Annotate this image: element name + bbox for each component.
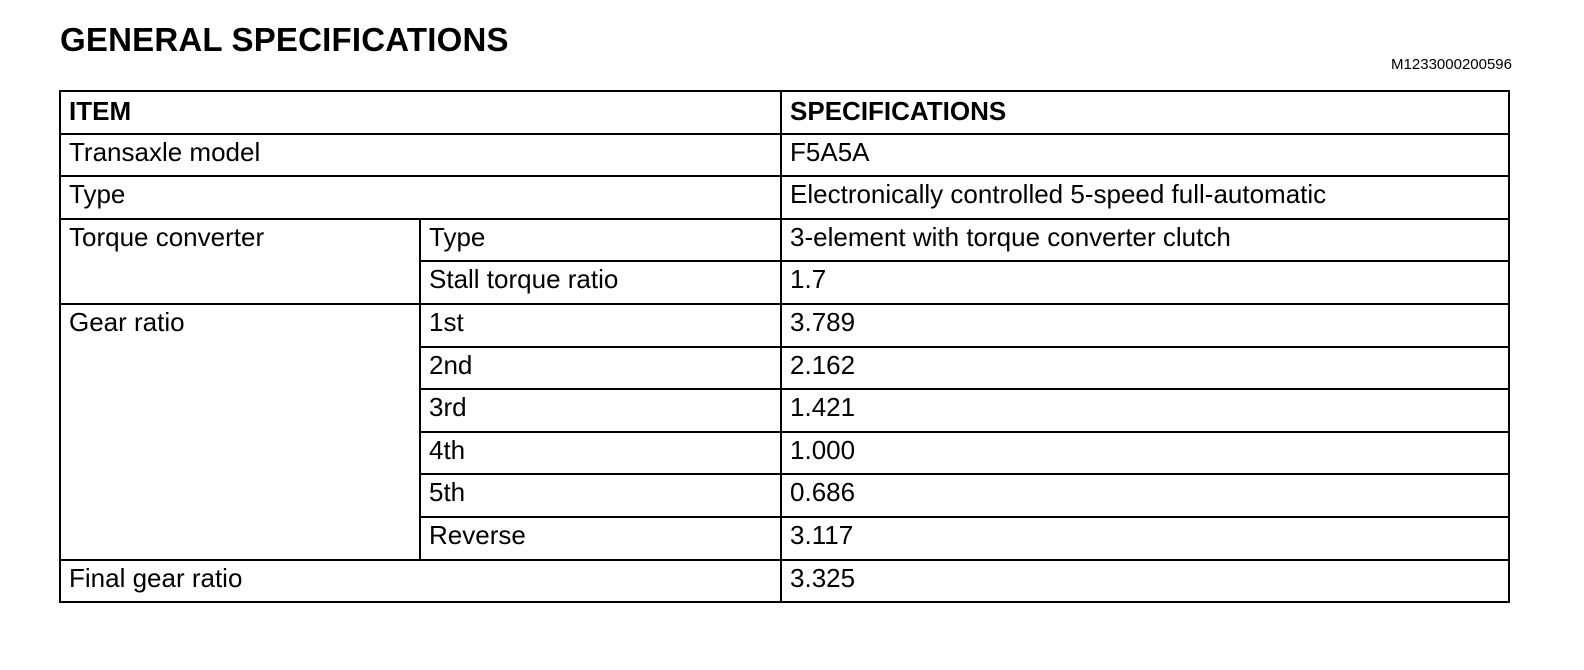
item-header: ITEM xyxy=(60,91,781,134)
table-row xyxy=(60,219,1509,262)
stall-torque-ratio-value: 1.7 xyxy=(781,261,1509,304)
gear-reverse-value: 3.117 xyxy=(781,517,1509,560)
page-title: GENERAL SPECIFICATIONS xyxy=(60,21,509,58)
gear-1st-label: 1st xyxy=(420,304,781,347)
gear-4th-value: 1.000 xyxy=(781,432,1509,475)
torque-converter-type-label: Type xyxy=(420,219,781,262)
final-gear-ratio-value: 3.325 xyxy=(781,560,1509,603)
gear-ratio-label: Gear ratio xyxy=(60,304,420,560)
type-label: Type xyxy=(60,176,781,219)
gear-reverse-label: Reverse xyxy=(420,517,781,560)
stall-torque-ratio-label: Stall torque ratio xyxy=(420,261,781,304)
table-row xyxy=(60,304,1509,347)
transaxle-model-label: Transaxle model xyxy=(60,134,781,177)
torque-converter-label: Torque converter xyxy=(60,219,420,304)
torque-converter-type-value: 3-element with torque converter clutch xyxy=(781,219,1509,262)
table-row xyxy=(60,134,1509,177)
gear-5th-label: 5th xyxy=(420,474,781,517)
gear-2nd-label: 2nd xyxy=(420,347,781,390)
transaxle-model-value: F5A5A xyxy=(781,134,1509,177)
table-row xyxy=(60,176,1509,219)
gear-5th-value: 0.686 xyxy=(781,474,1509,517)
gear-2nd-value: 2.162 xyxy=(781,347,1509,390)
type-value: Electronically controlled 5-speed full-automatic xyxy=(781,176,1509,219)
table-row xyxy=(60,560,1509,603)
specifications-table xyxy=(59,90,1510,603)
gear-4th-label: 4th xyxy=(420,432,781,475)
document-id: M1233000200596 xyxy=(1391,56,1512,73)
gear-3rd-value: 1.421 xyxy=(781,389,1509,432)
specifications-header: SPECIFICATIONS xyxy=(781,91,1509,134)
gear-3rd-label: 3rd xyxy=(420,389,781,432)
header-row xyxy=(60,91,1509,134)
final-gear-ratio-label: Final gear ratio xyxy=(60,560,781,603)
gear-1st-value: 3.789 xyxy=(781,304,1509,347)
